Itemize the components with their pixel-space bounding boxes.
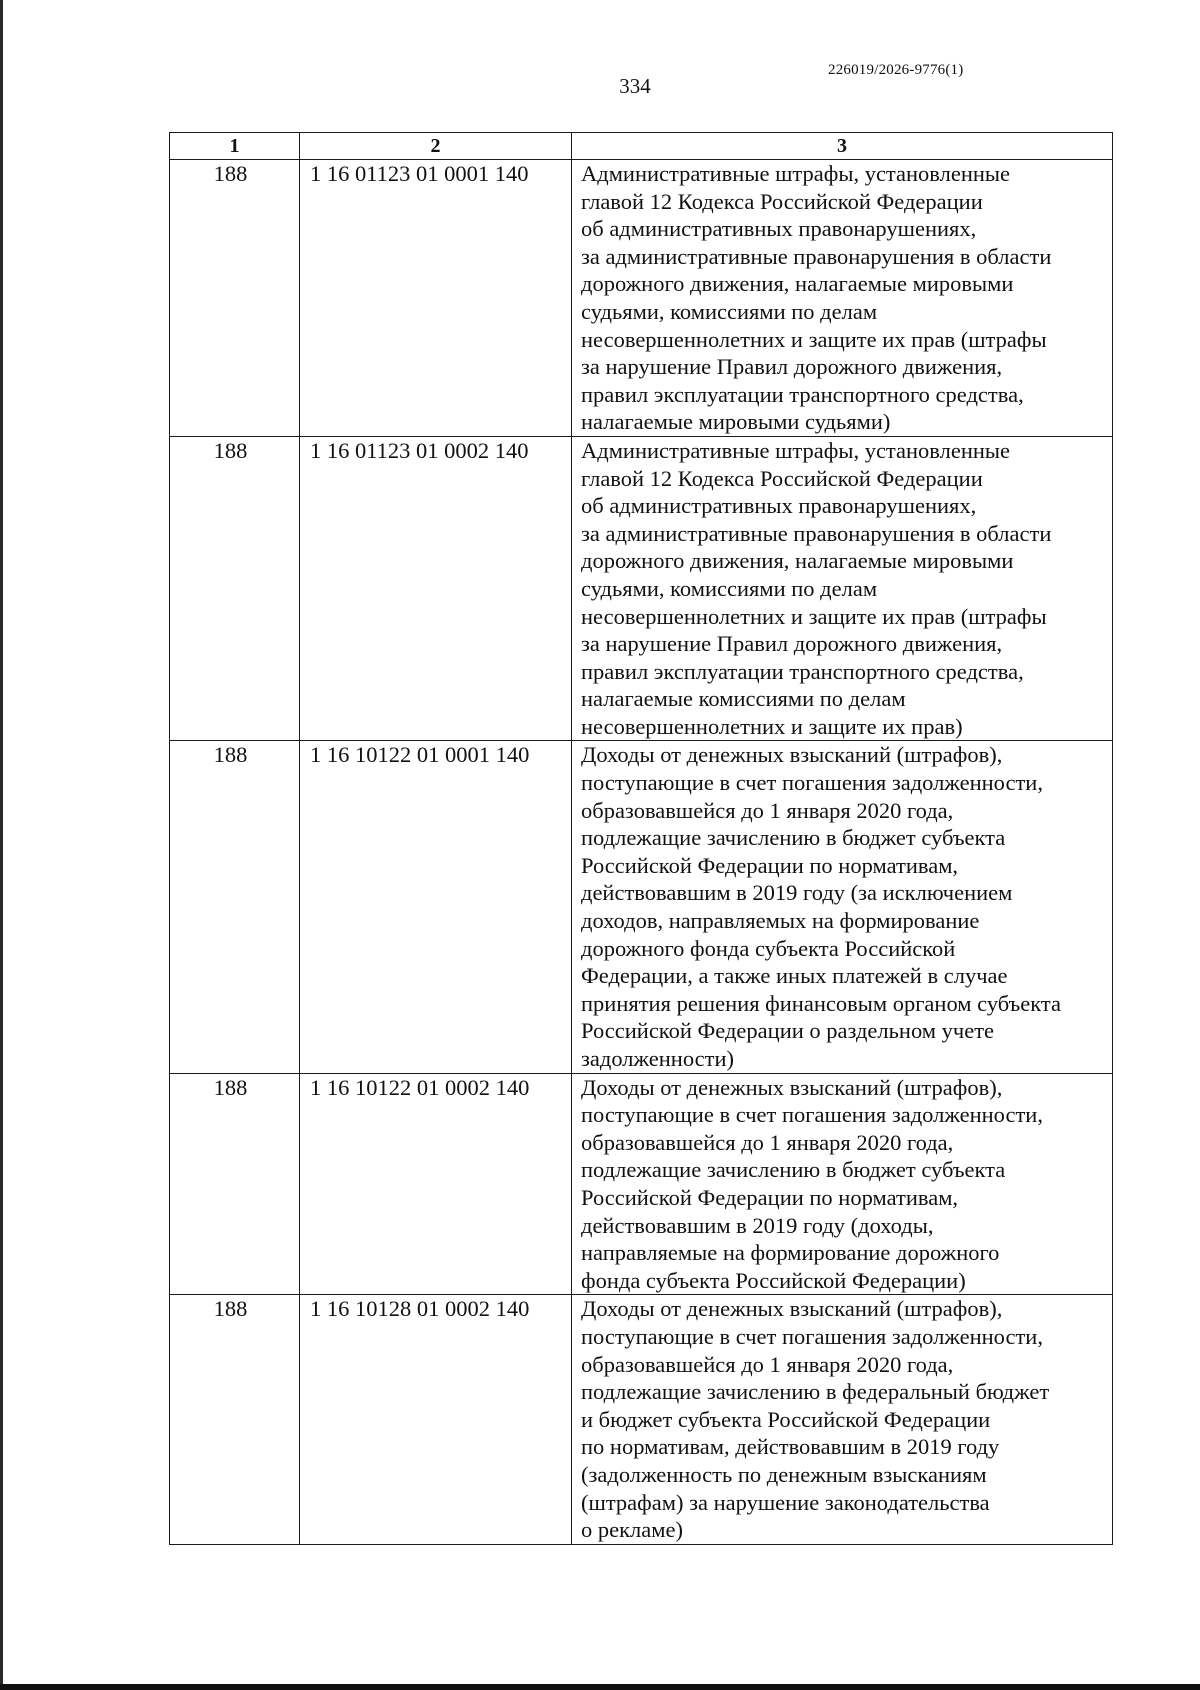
table-row [170, 1073, 1113, 1295]
description-line: несовершеннолетних и защите их прав (штрафы [581, 326, 1047, 352]
description-line: Федерации, а также иных платежей в случае [581, 963, 1008, 989]
document-code: 226019/2026-9776(1) [828, 62, 964, 78]
admin-code-cell: 188 [170, 1073, 300, 1295]
description-line: о рекламе) [581, 1517, 683, 1543]
description-line: налагаемые комиссиями по делам [581, 686, 906, 712]
revenue-code-cell: 1 16 01123 01 0001 140 [300, 160, 572, 437]
description-line: главой 12 Кодекса Российской Федерации [581, 465, 983, 491]
scan-left-edge [0, 0, 3, 1690]
description-line: действовавшим в 2019 году (за исключением [581, 880, 1013, 906]
description-cell [572, 741, 1113, 1073]
description-line: главой 12 Кодекса Российской Федерации [581, 188, 983, 214]
description-line: направляемые на формирование дорожного [581, 1240, 1000, 1266]
description-line: дорожного движения, налагаемые мировыми [581, 271, 1014, 297]
column-header-3: 3 [572, 133, 1113, 160]
description-line: подлежащие зачислению в бюджет субъекта [581, 825, 1006, 851]
description-line: и бюджет субъекта Российской Федерации [581, 1406, 991, 1432]
description-line: налагаемые мировыми судьями) [581, 409, 891, 435]
description-line: судьями, комиссиями по делам [581, 298, 878, 324]
description-line: за административные правонарушения в области [581, 243, 1052, 269]
description-line: несовершеннолетних и защите их прав (штрафы [581, 603, 1047, 629]
description-line: доходов, направляемых на формирование [581, 908, 980, 934]
description-line: об административных правонарушениях, [581, 493, 977, 519]
description-line: подлежащие зачислению в бюджет субъекта [581, 1157, 1006, 1183]
column-header-1: 1 [170, 133, 300, 160]
table-row [170, 741, 1113, 1073]
description-line: дорожного фонда субъекта Российской [581, 935, 956, 961]
header-row [170, 133, 1113, 160]
table-row [170, 160, 1113, 437]
description-line: дорожного движения, налагаемые мировыми [581, 548, 1014, 574]
description-line: Доходы от денежных взысканий (штрафов), [581, 742, 1003, 768]
admin-code-cell: 188 [170, 741, 300, 1073]
description-line: (штрафам) за нарушение законодательства [581, 1489, 990, 1515]
revenue-code-cell: 1 16 10128 01 0002 140 [300, 1295, 572, 1544]
description-cell [572, 1073, 1113, 1295]
description-line: фонда субъекта Российской Федерации) [581, 1267, 966, 1293]
description-line: образовавшейся до 1 января 2020 года, [581, 1351, 954, 1377]
description-line: Российской Федерации о раздельном учете [581, 1018, 995, 1044]
table-row [170, 1295, 1113, 1544]
admin-code-cell: 188 [170, 1295, 300, 1544]
table-header [170, 133, 1113, 160]
description-line: действовавшим в 2019 году (доходы, [581, 1212, 934, 1238]
description-line: Доходы от денежных взысканий (штрафов), [581, 1074, 1003, 1100]
table-body [170, 160, 1113, 1545]
table-row [170, 436, 1113, 741]
revenue-code-cell: 1 16 10122 01 0002 140 [300, 1073, 572, 1295]
description-line: Российской Федерации по нормативам, [581, 1184, 959, 1210]
description-line: поступающие в счет погашения задолженности, [581, 1102, 1043, 1128]
admin-code-cell: 188 [170, 160, 300, 437]
description-line: (задолженность по денежным взысканиям [581, 1461, 987, 1487]
description-line: Административные штрафы, установленные [581, 437, 1011, 463]
column-header-2: 2 [300, 133, 572, 160]
description-line: об административных правонарушениях, [581, 216, 977, 242]
revenue-code-cell: 1 16 01123 01 0002 140 [300, 436, 572, 741]
description-line: за административные правонарушения в области [581, 520, 1052, 546]
description-cell [572, 1295, 1113, 1544]
description-line: образовавшейся до 1 января 2020 года, [581, 797, 954, 823]
description-line: поступающие в счет погашения задолженности, [581, 770, 1043, 796]
description-line: подлежащие зачислению в федеральный бюджет [581, 1379, 1050, 1405]
description-line: несовершеннолетних и защите их прав) [581, 713, 963, 739]
page-number: 334 [619, 74, 651, 98]
scan-bottom-edge [0, 1684, 1200, 1690]
description-cell [572, 160, 1113, 437]
description-line: принятия решения финансовым органом субъекта [581, 990, 1062, 1016]
admin-code-cell: 188 [170, 436, 300, 741]
description-line: образовавшейся до 1 января 2020 года, [581, 1129, 954, 1155]
description-line: поступающие в счет погашения задолженности, [581, 1323, 1043, 1349]
revenue-code-cell: 1 16 10122 01 0001 140 [300, 741, 572, 1073]
description-line: судьями, комиссиями по делам [581, 575, 878, 601]
description-line: правил эксплуатации транспортного средства, [581, 658, 1024, 684]
description-line: правил эксплуатации транспортного средства, [581, 381, 1024, 407]
description-line: Доходы от денежных взысканий (штрафов), [581, 1296, 1003, 1322]
description-line: Российской Федерации по нормативам, [581, 852, 959, 878]
description-line: Административные штрафы, установленные [581, 161, 1011, 186]
description-line: по нормативам, действовавшим в 2019 году [581, 1434, 1000, 1460]
revenue-codes-table [169, 132, 1113, 1545]
description-line: за нарушение Правил дорожного движения, [581, 631, 1003, 657]
description-line: за нарушение Правил дорожного движения, [581, 354, 1003, 380]
description-line: задолженности) [581, 1046, 734, 1071]
description-cell [572, 436, 1113, 741]
